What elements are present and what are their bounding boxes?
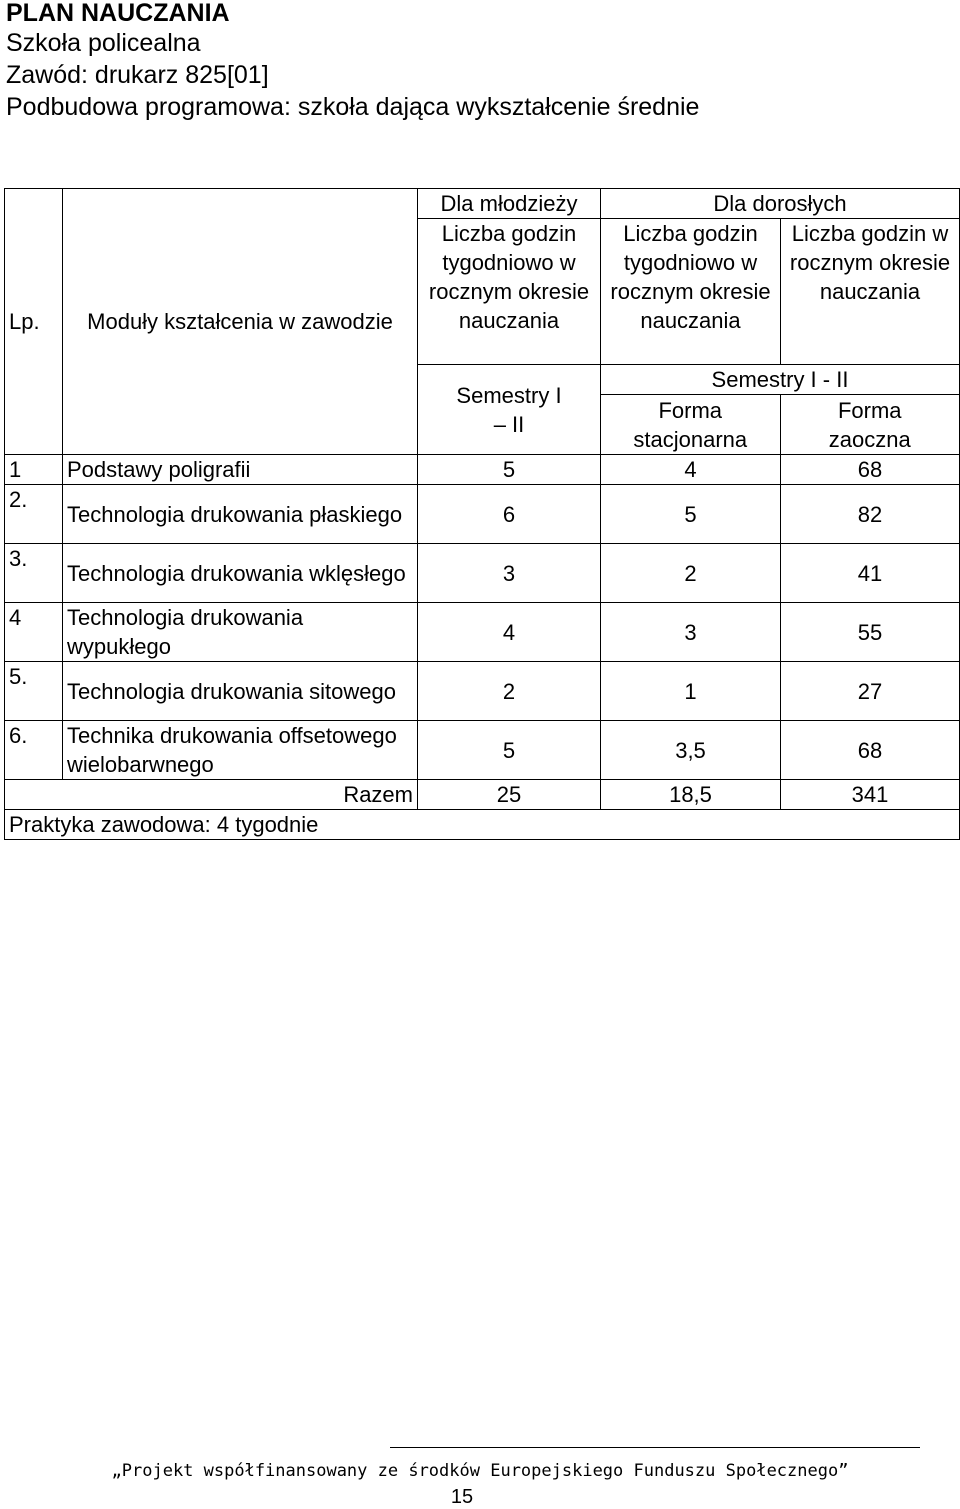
row-extramural: 82 <box>781 485 960 544</box>
document-title: PLAN NAUCZANIA <box>6 0 230 27</box>
col-header-modules: Moduły kształcenia w zawodzie <box>63 189 418 455</box>
row-stationary: 2 <box>601 544 781 603</box>
page-number: 15 <box>450 1486 474 1508</box>
row-module: Technologia drukowania sitowego <box>63 662 418 721</box>
footer-funding-note: „Projekt współfinansowany ze środków Europejskiego Funduszu Społecznego” <box>111 1461 849 1481</box>
row-module: Technologia drukowania płaskiego <box>63 485 418 544</box>
youth-hours-header: Liczba godzin tygodniowo w rocznym okresie nauczania <box>418 219 601 365</box>
practice-row <box>5 810 960 840</box>
row-youth: 6 <box>418 485 601 544</box>
school-type: Szkoła policealna <box>6 29 201 57</box>
form-stationary-label: Forma stacjonarna <box>633 398 748 452</box>
row-stationary: 1 <box>601 662 781 721</box>
table-row <box>5 455 960 485</box>
youth-semesters <box>418 365 601 455</box>
row-lp: 4 <box>5 603 63 662</box>
total-youth: 25 <box>418 780 601 810</box>
total-label: Razem <box>5 780 418 810</box>
row-stationary: 3 <box>601 603 781 662</box>
row-stationary: 5 <box>601 485 781 544</box>
program-foundation: Podbudowa programowa: szkoła dająca wykształcenie średnie <box>6 93 700 121</box>
adult-stationary-hours-header: Liczba godzin tygodniowo w rocznym okresie nauczania <box>601 219 781 365</box>
col-header-lp: Lp. <box>5 189 63 455</box>
document-header <box>6 0 699 123</box>
row-youth: 5 <box>418 721 601 780</box>
youth-semesters-label: Semestry I – II <box>456 382 562 437</box>
row-lp: 6. <box>5 721 63 780</box>
row-youth: 5 <box>418 455 601 485</box>
row-extramural: 27 <box>781 662 960 721</box>
footer-divider <box>390 1447 920 1448</box>
table-row <box>5 485 960 544</box>
total-stationary: 18,5 <box>601 780 781 810</box>
profession: Zawód: drukarz 825[01] <box>6 61 269 89</box>
table-row <box>5 662 960 721</box>
row-youth: 4 <box>418 603 601 662</box>
row-extramural: 68 <box>781 721 960 780</box>
adult-forms <box>601 395 959 454</box>
table-row <box>5 721 960 780</box>
row-module: Podstawy poligrafii <box>63 455 418 485</box>
row-stationary: 4 <box>601 455 781 485</box>
row-lp: 5. <box>5 662 63 721</box>
row-extramural: 68 <box>781 455 960 485</box>
row-youth: 2 <box>418 662 601 721</box>
row-lp: 2. <box>5 485 63 544</box>
row-module: Technika drukowania offsetowego wielobarwnego <box>63 721 418 780</box>
total-row <box>5 780 960 810</box>
form-extramural <box>781 395 960 454</box>
col-header-youth: Dla młodzieży <box>418 189 601 219</box>
row-extramural: 55 <box>781 603 960 662</box>
row-lp: 1 <box>5 455 63 485</box>
col-header-adults: Dla dorosłych <box>601 189 960 219</box>
adult-semesters-cell <box>601 365 960 455</box>
total-extramural: 341 <box>781 780 960 810</box>
row-module: Technologia drukowania wklęsłego <box>63 544 418 603</box>
form-stationary <box>601 395 781 454</box>
table-row <box>5 603 960 662</box>
row-extramural: 41 <box>781 544 960 603</box>
row-module: Technologia drukowania wypukłego <box>63 603 418 662</box>
row-lp: 3. <box>5 544 63 603</box>
practice-note: Praktyka zawodowa: 4 tygodnie <box>5 810 960 840</box>
form-extramural-label: Forma zaoczna <box>828 398 911 452</box>
curriculum-table <box>4 188 960 840</box>
adult-semesters: Semestry I - II <box>601 365 959 395</box>
table-row <box>5 544 960 603</box>
row-stationary: 3,5 <box>601 721 781 780</box>
adult-extramural-hours-header: Liczba godzin w rocznym okresie nauczania <box>781 219 960 365</box>
row-youth: 3 <box>418 544 601 603</box>
